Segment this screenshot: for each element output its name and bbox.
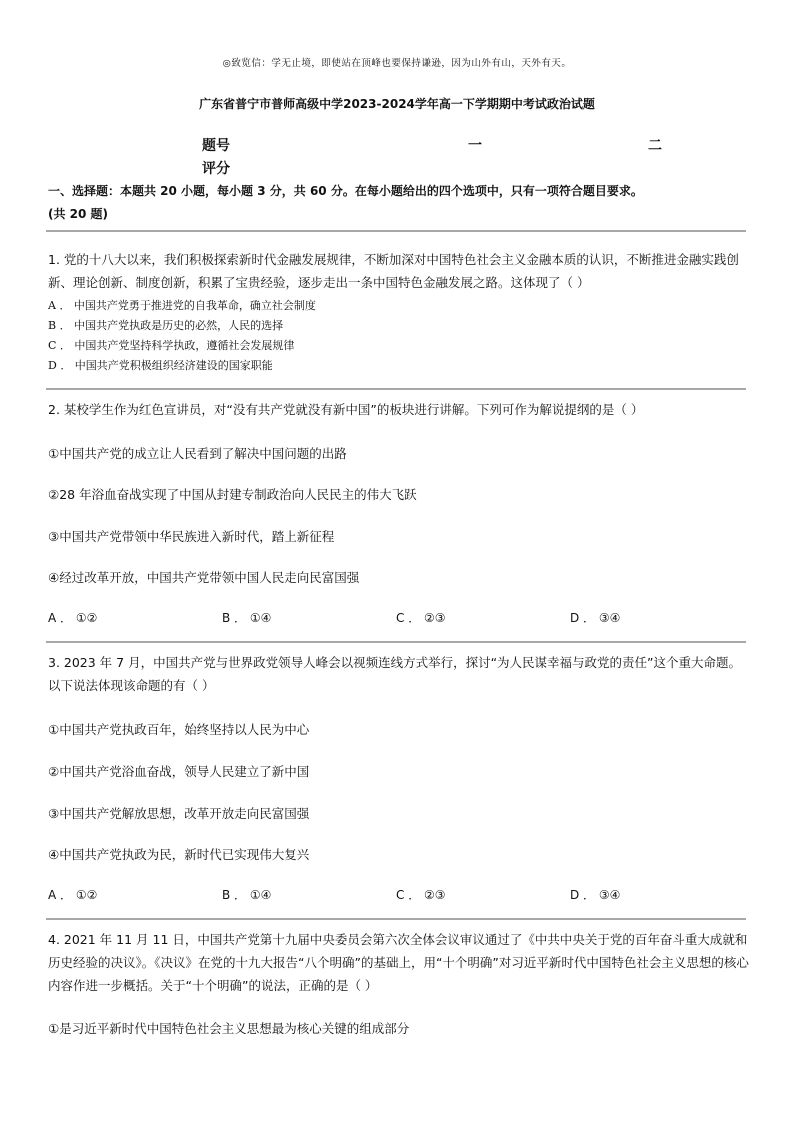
choice-a: A ． ①②: [48, 888, 98, 902]
choice-a: A ． ①②: [48, 611, 98, 625]
choice-b: B ． ①④: [222, 611, 272, 625]
question-stem: 3. 2023 年 7 月，中国共产党与世界政党领导人峰会以视频连线方式举行，探讨“为人民谋幸福与政党的责任”这个重大命题。以下说法体现该命题的有（ ）: [48, 655, 742, 693]
statement-2: ②28 年浴血奋战实现了中国从封建专制政治向人民民主的伟大飞跃: [48, 487, 417, 502]
motto: ◎致览信：学无止境，即使站在顶峰也要保持谦逊，因为山外有山，天外有天。: [222, 58, 572, 69]
question-stem: 1. 党的十八大以来，我们积极探索新时代金融发展规律，不断加深对中国特色社会主义金融本质的认识，不断推进金融实践创新、理论创新、制度创新，积累了宝贵经验，逐步走出一条中国特色金融发展之路。这体现了（ ）: [48, 252, 739, 290]
option-c: C ． 中国共产党坚持科学执政，遵循社会发展规律: [48, 339, 295, 352]
question-stem: 2. 某校学生作为红色宣讲员，对“没有共产党就没有新中国”的板块进行讲解。下列可作为解说提纲的是（ ）: [48, 402, 644, 417]
option-d: D ． 中国共产党积极组织经济建设的国家职能: [48, 359, 273, 372]
divider: [46, 641, 746, 643]
choice-b: B ． ①④: [222, 888, 272, 902]
page-title: 广东省普宁市普师高级中学2023-2024学年高一下学期期中考试政治试题: [199, 97, 595, 111]
statement-4: ④经过改革开放，中国共产党带领中国人民走向民富国强: [48, 570, 360, 585]
divider: [46, 388, 746, 390]
option-a: A ． 中国共产党勇于推进党的自我革命，确立社会制度: [48, 299, 316, 312]
score-row-label-score: 评分: [202, 161, 230, 177]
section-heading: 一、选择题：本题共 20 小题，每小题 3 分，共 60 分。在每小题给出的四个选项中，只有一项符合题目要求。: [48, 184, 643, 198]
score-row-label-number: 题号: [202, 138, 230, 154]
statement-1: ①中国共产党的成立让人民看到了解决中国问题的出路: [48, 446, 347, 461]
statement-3: ③中国共产党解放思想，改革开放走向民富国强: [48, 806, 310, 821]
score-col-two: 二: [648, 138, 662, 154]
choice-d: D ． ③④: [570, 888, 621, 902]
statement-4: ④中国共产党执政为民，新时代已实现伟大复兴: [48, 847, 310, 862]
divider: [46, 230, 746, 232]
statement-2: ②中国共产党浴血奋战，领导人民建立了新中国: [48, 764, 310, 779]
score-col-one: 一: [468, 138, 482, 154]
statement-1: ①是习近平新时代中国特色社会主义思想最为核心关键的组成部分: [48, 1021, 410, 1036]
statement-3: ③中国共产党带领中华民族进入新时代，踏上新征程: [48, 529, 335, 544]
question-stem: 4. 2021 年 11 月 11 日，中国共产党第十九届中央委员会第六次全体会议审议通过了《中共中央关于党的百年奋斗重大成就和历史经验的决议》。《决议》在党的十九大报告“八个明确”的基础上，用“十个明确”对习近平新时代中国特色社会主义思想的核心内容作进一步概括。关于“十个明确”的说法，正确的是（ ）: [48, 932, 749, 993]
divider: [46, 918, 746, 920]
choice-c: C ． ②③: [396, 888, 446, 902]
choice-d: D ． ③④: [570, 611, 621, 625]
statement-1: ①中国共产党执政百年，始终坚持以人民为中心: [48, 722, 310, 737]
choice-c: C ． ②③: [396, 611, 446, 625]
section-count: (共 20 题): [48, 207, 109, 221]
option-b: B ． 中国共产党执政是历史的必然，人民的选择: [48, 319, 284, 332]
